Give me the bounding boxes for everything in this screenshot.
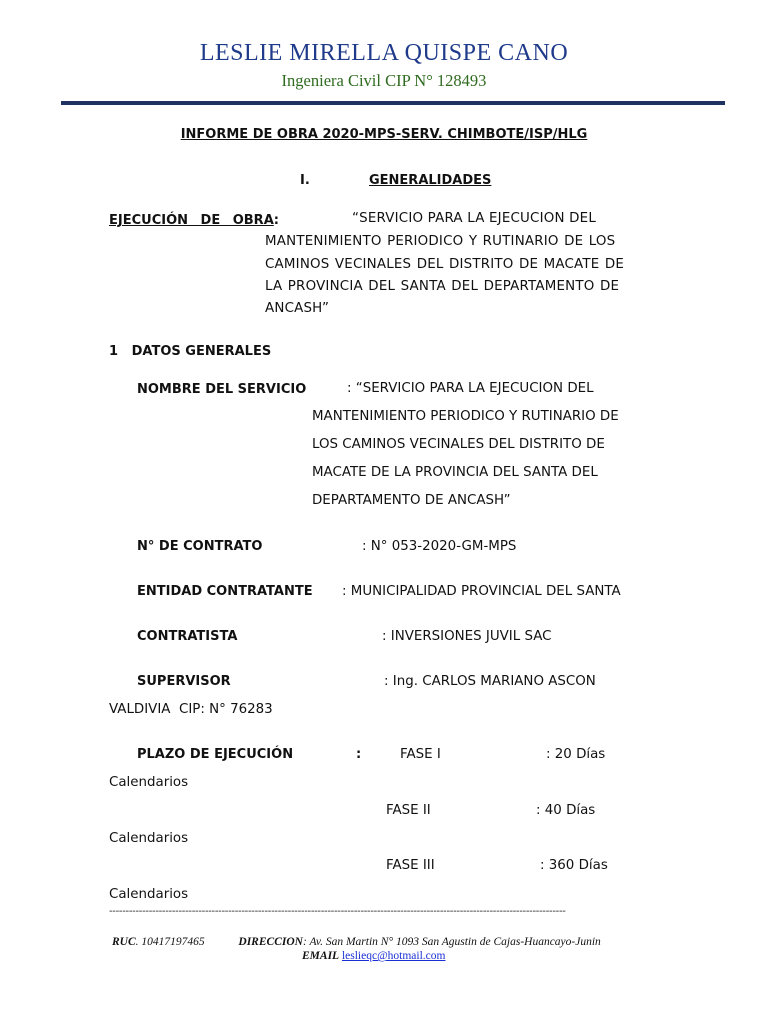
supervisor-label: SUPERVISOR: [137, 674, 231, 689]
fase-3-unit: Calendarios: [109, 887, 189, 902]
plazo-label: PLAZO DE EJECUCIÓN: [137, 747, 294, 762]
fase-2-unit: Calendarios: [109, 831, 189, 846]
entidad-label: ENTIDAD CONTRATANTE: [137, 584, 313, 599]
email-link[interactable]: leslieqc@hotmail.com: [341, 950, 446, 962]
ejecucion-line-1: “SERVICIO PARA LA EJECUCION DEL: [352, 211, 596, 226]
nombre-servicio-label: NOMBRE DEL SERVICIO: [137, 382, 307, 397]
supervisor-value: : Ing. CARLOS MARIANO ASCON: [384, 674, 596, 689]
fase-3-label: FASE III: [386, 858, 435, 873]
fase-3-dias: : 360 Días: [540, 858, 608, 873]
fase-1-unit: Calendarios: [109, 775, 189, 790]
contrato-value: : N° 053-2020-GM-MPS: [362, 539, 517, 554]
author-subtitle: Ingeniera Civil CIP N° 128493: [281, 71, 487, 90]
nombre-servicio-line-5: DEPARTAMENTO DE ANCASH”: [312, 493, 511, 508]
fase-1-dias: : 20 Días: [546, 747, 606, 762]
supervisor-continuation: VALDIVIA CIP: N° 76283: [109, 702, 273, 717]
fase-2-dias: : 40 Días: [536, 803, 596, 818]
ejecucion-colon: :: [273, 213, 279, 228]
nombre-servicio-line-3: LOS CAMINOS VECINALES DEL DISTRITO DE: [312, 437, 605, 452]
section-title: GENERALIDADES: [369, 173, 492, 188]
plazo-colon: :: [356, 747, 362, 762]
direccion-label: DIRECCION: [238, 936, 303, 948]
author-name: LESLIE MIRELLA QUISPE CANO: [199, 40, 569, 66]
fase-2-label: FASE II: [386, 803, 431, 818]
contrato-label: N° DE CONTRATO: [137, 539, 263, 554]
direccion-value: : Av. San Martin N° 1093 San Agustin de Cajas-Huancayo-Junin: [302, 936, 601, 948]
entidad-value: : MUNICIPALIDAD PROVINCIAL DEL SANTA: [342, 584, 621, 599]
ejecucion-line-2: MANTENIMIENTO PERIODICO Y RUTINARIO DE LOS: [265, 234, 616, 249]
contratista-label: CONTRATISTA: [137, 629, 238, 644]
header-divider: [61, 101, 725, 105]
email-label: EMAIL: [302, 950, 340, 962]
ejecucion-label: [109, 213, 279, 228]
ruc-value: . 10417197465: [135, 936, 205, 948]
contratista-value: : INVERSIONES JUVIL SAC: [382, 629, 552, 644]
nombre-servicio-line-1: : “SERVICIO PARA LA EJECUCION DEL: [347, 381, 594, 396]
ejecucion-line-5: ANCASH”: [265, 301, 330, 316]
footer-divider: ------------------------------------------------------------------------------------------------------------------------------------------: [109, 906, 566, 917]
footer-email-line: [302, 950, 445, 962]
fase-1-label: FASE I: [400, 747, 441, 762]
document-title: INFORME DE OBRA 2020-MPS-SERV. CHIMBOTE/ISP/HLG: [180, 127, 588, 142]
nombre-servicio-line-2: MANTENIMIENTO PERIODICO Y RUTINARIO DE: [312, 409, 619, 424]
ejecucion-line-3: CAMINOS VECINALES DEL DISTRITO DE MACATE DE: [265, 257, 625, 272]
ejecucion-line-4: LA PROVINCIA DEL SANTA DEL DEPARTAMENTO DE: [265, 279, 620, 294]
datos-generales-heading: 1 DATOS GENERALES: [109, 344, 272, 359]
footer-address-line: [112, 936, 601, 948]
ruc-label: RUC: [112, 936, 136, 948]
nombre-servicio-line-4: MACATE DE LA PROVINCIA DEL SANTA DEL: [312, 465, 598, 480]
ejecucion-label-text: EJECUCIÓN DE OBRA: [109, 213, 274, 228]
section-number: I.: [300, 173, 310, 188]
